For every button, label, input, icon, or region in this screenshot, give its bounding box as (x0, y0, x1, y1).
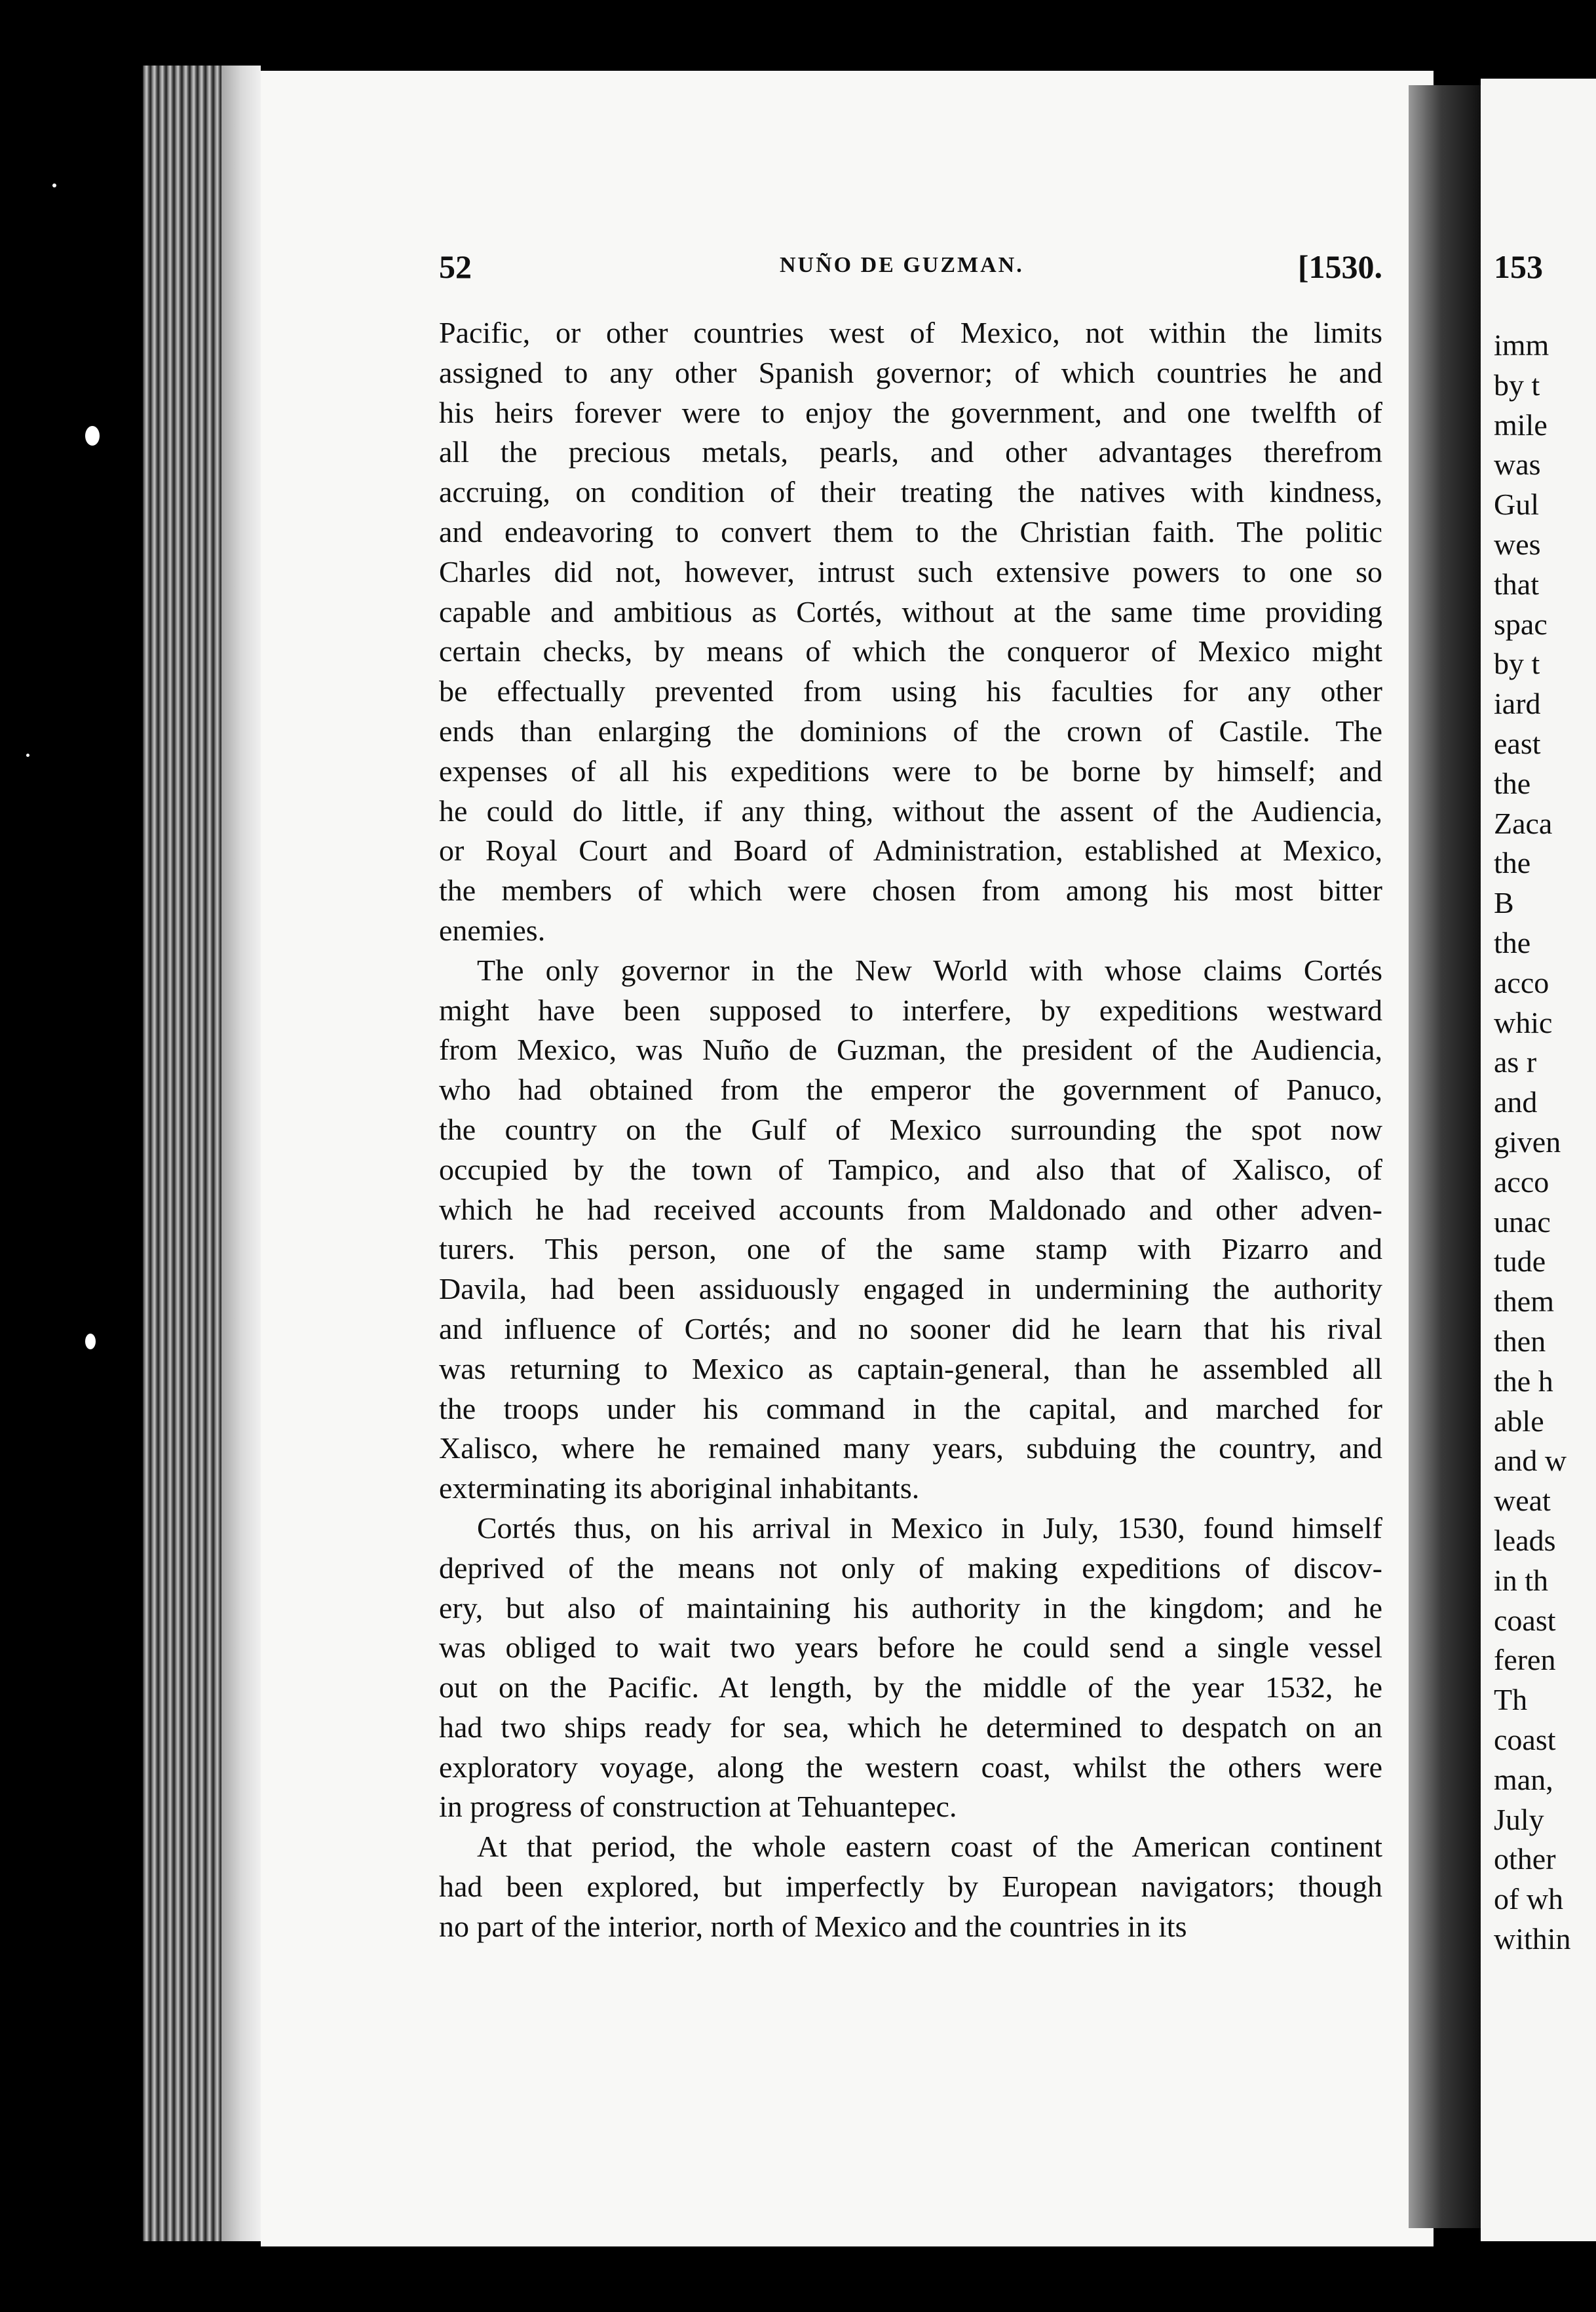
facing-page-fragment: acco (1494, 1165, 1549, 1199)
facing-page-fragment: the (1494, 766, 1531, 800)
text-line: and influence of Cortés; and no sooner did he learn that his rival (439, 1311, 1382, 1345)
facing-page-fragment: iard (1494, 687, 1541, 721)
text-line: turers. This person, one of the same stamp with Pizarro and (439, 1232, 1382, 1266)
facing-page-fragment: by t (1494, 368, 1540, 402)
text-line: ery, but also of maintaining his authority in the kingdom; and he (439, 1590, 1382, 1625)
facing-page-fragment: of wh (1494, 1882, 1564, 1916)
text-line: from Mexico, was Nuño de Guzman, the president of the Audiencia, (439, 1033, 1382, 1067)
text-line: he could do little, if any thing, without the assent of the Audiencia, (439, 794, 1382, 828)
body-text (439, 313, 1382, 1947)
page-edges (143, 66, 261, 2241)
text-line: all the precious metals, pearls, and other advantages therefrom (439, 435, 1382, 469)
facing-page-fragment: Zaca (1494, 806, 1553, 840)
facing-page-fragment: leads (1494, 1524, 1556, 1557)
facing-page-fragment: imm (1494, 328, 1549, 362)
dust-speck (26, 754, 29, 757)
paragraph (439, 951, 1382, 1509)
text-line: certain checks, by means of which the conqueror of Mexico might (439, 634, 1382, 668)
text-line: had two ships ready for sea, which he determined to despatch on an (439, 1710, 1382, 1744)
facing-page-fragment: tude (1494, 1244, 1546, 1279)
text-line: enemies. (439, 913, 546, 947)
text-line: Charles did not, however, intrust such extensive powers to one so (439, 554, 1382, 588)
facing-page-fragment: as r (1494, 1045, 1537, 1079)
text-line: ends than enlarging the dominions of the crown of Castile. The (439, 714, 1382, 748)
facing-page-fragment: coast (1494, 1723, 1556, 1756)
text-line: At that period, the whole eastern coast of the American continent (477, 1830, 1382, 1864)
facing-page-fragment: by t (1494, 647, 1540, 681)
facing-page-fragment: B (1494, 886, 1514, 920)
text-line: expenses of all his expeditions were to be borne by himself; and (439, 754, 1382, 788)
facing-page-fragment: given (1494, 1125, 1561, 1159)
facing-page-fragment: mile (1494, 408, 1548, 442)
facing-page-fragment: feren (1494, 1643, 1556, 1677)
text-line: Pacific, or other countries west of Mexico, not within the limits (439, 316, 1382, 349)
text-line: who had obtained from the emperor the government of Panuco, (439, 1073, 1382, 1107)
text-line: no part of the interior, north of Mexico and the countries in its (439, 1909, 1187, 1943)
paragraph (439, 313, 1382, 951)
facing-page-fragment: the (1494, 926, 1531, 959)
facing-page-fragment: able (1494, 1404, 1544, 1438)
dust-speck (52, 183, 56, 187)
dust-speck (85, 1334, 96, 1349)
facing-page-fragment: was (1494, 448, 1541, 482)
facing-page-fragment: weat (1494, 1484, 1551, 1518)
facing-page-fragment: the (1494, 846, 1531, 880)
text-line: the members of which were chosen from among his most bitter (439, 874, 1382, 908)
facing-page-fragment: that (1494, 567, 1539, 601)
text-line: was returning to Mexico as captain-general, than he assembled all (439, 1351, 1382, 1385)
text-line: Xalisco, where he remained many years, subduing the country, and (439, 1431, 1382, 1465)
facing-page-fragment: July (1494, 1802, 1544, 1836)
text-line: his heirs forever were to enjoy the government, and one twelfth of (439, 395, 1382, 429)
text-line: or Royal Court and Board of Administration, established at Mexico, (439, 834, 1382, 868)
text-line: the country on the Gulf of Mexico surrounding the spot now (439, 1112, 1382, 1146)
text-line: be effectually prevented from using his faculties for any other (439, 674, 1382, 708)
facing-page-fragment: then (1494, 1324, 1546, 1358)
facing-page-fragment: within (1494, 1922, 1571, 1956)
text-line: in progress of construction at Tehuantepec. (439, 1790, 957, 1824)
text-line: exploratory voyage, along the western coast, whilst the others were (439, 1750, 1382, 1784)
header-year: [1530. (1297, 248, 1382, 285)
text-line: The only governor in the New World with whose claims Cortés (477, 953, 1382, 987)
text-line: exterminating its aboriginal inhabitants. (439, 1471, 920, 1505)
spine-shadow (1409, 85, 1481, 2228)
text-line: the troops under his command in the capital, and marched for (439, 1391, 1382, 1425)
text-line: which he had received accounts from Maldonado and other adven- (439, 1192, 1382, 1226)
facing-page-fragment: 153 (1494, 248, 1543, 285)
facing-page-fragment: and (1494, 1085, 1538, 1119)
facing-page-fragment: man, (1494, 1762, 1553, 1796)
running-head (439, 248, 1382, 294)
facing-page-fragment: Th (1494, 1683, 1528, 1717)
facing-page-fragment: Gul (1494, 488, 1539, 522)
facing-page-fragment: unac (1494, 1204, 1551, 1239)
dust-speck (85, 426, 100, 446)
text-line: Cortés thus, on his arrival in Mexico in July, 1530, found himself (477, 1511, 1382, 1545)
facing-page-fragment: wes (1494, 528, 1541, 561)
text-line: had been explored, but imperfectly by European navigators; though (439, 1870, 1382, 1904)
facing-page-fragment: other (1494, 1842, 1556, 1876)
text-line: occupied by the town of Tampico, and also that of Xalisco, of (439, 1152, 1382, 1186)
facing-page (1481, 79, 1596, 2241)
text-line: out on the Pacific. At length, by the middle of the year 1532, he (439, 1670, 1382, 1705)
text-line: accruing, on condition of their treating the natives with kindness, (439, 475, 1382, 509)
text-line: Davila, had been assiduously engaged in undermining the authority (439, 1272, 1382, 1306)
paragraph (439, 1827, 1382, 1946)
text-line: capable and ambitious as Cortés, without at the same time providing (439, 594, 1382, 628)
text-line: and endeavoring to convert them to the Christian faith. The politic (439, 514, 1382, 549)
facing-page-fragment: in th (1494, 1563, 1549, 1597)
facing-page-fragment: whic (1494, 1005, 1553, 1039)
paragraph (439, 1509, 1382, 1827)
facing-page-fragment: and w (1494, 1444, 1567, 1478)
facing-page-fragment: spac (1494, 607, 1548, 641)
text-line: was obliged to wait two years before he could send a single vessel (439, 1630, 1382, 1665)
facing-page-fragment: coast (1494, 1603, 1556, 1637)
text-line: deprived of the means not only of making expeditions of discov- (439, 1551, 1382, 1585)
chapter-title: NUÑO DE GUZMAN. (780, 253, 1024, 277)
page-number: 52 (439, 248, 472, 285)
text-line: assigned to any other Spanish governor; of which countries he and (439, 355, 1382, 389)
facing-page-fragment: the h (1494, 1364, 1553, 1398)
facing-page-fragment: acco (1494, 965, 1549, 999)
text-line: might have been supposed to interfere, by expeditions westward (439, 993, 1382, 1027)
facing-page-fragment: them (1494, 1284, 1554, 1319)
facing-page-fragment: east (1494, 727, 1541, 760)
